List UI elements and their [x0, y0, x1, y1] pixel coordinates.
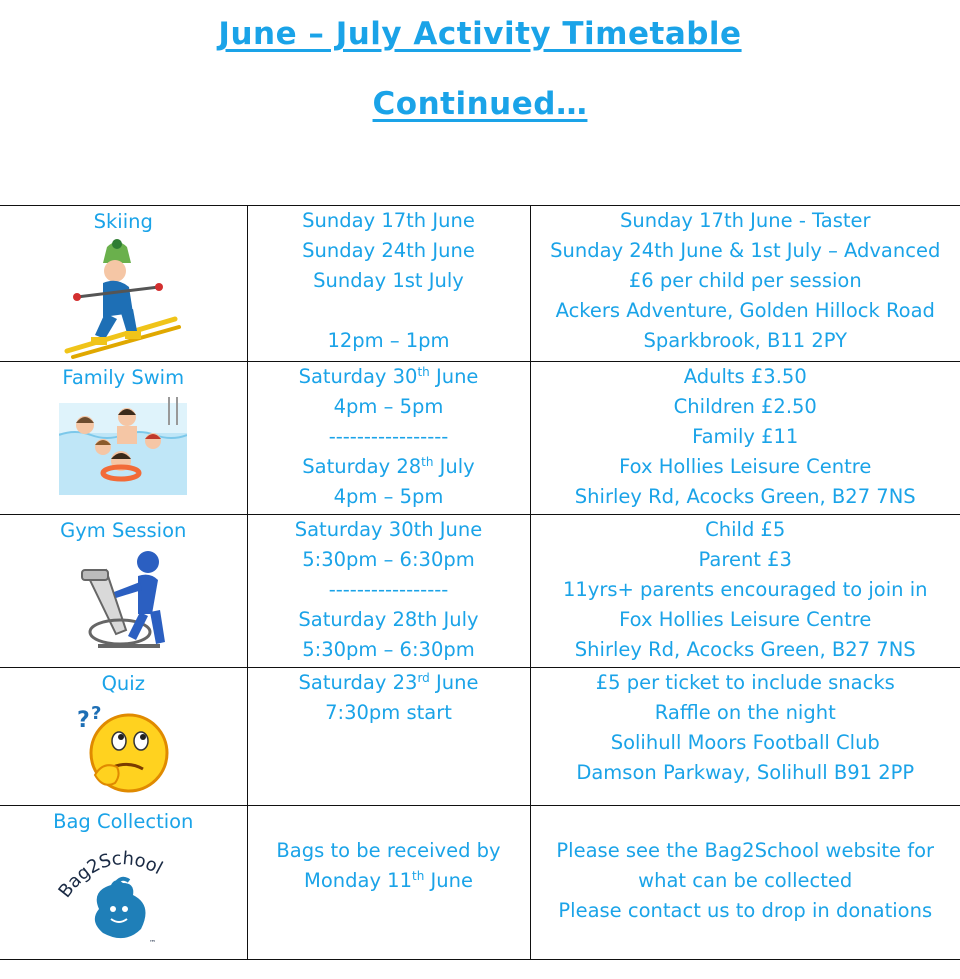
table-row: [0, 668, 960, 806]
table-row: [0, 362, 960, 515]
schedule-line: 7:30pm start: [325, 701, 452, 724]
schedule-line: 12pm – 1pm: [327, 329, 450, 352]
divider-line: -----------------: [328, 578, 449, 601]
details-line: Children £2.50: [673, 395, 817, 418]
gym-exercise-icon: [68, 548, 178, 660]
schedule-cell: [247, 362, 530, 515]
activity-name: Skiing: [93, 210, 153, 233]
page-subtitle: Continued…: [372, 86, 588, 122]
svg-text:™: ™: [149, 939, 157, 947]
details-line: Please see the Bag2School website for: [556, 839, 935, 862]
schedule-line: 4pm – 5pm: [333, 395, 444, 418]
activity-cell: [0, 206, 247, 362]
schedule-line: Saturday 30th June: [294, 518, 483, 541]
details-line: 11yrs+ parents encouraged to join in: [562, 578, 928, 601]
details-cell: [530, 668, 960, 806]
schedule-line: Saturday 23rd June: [298, 671, 479, 694]
activity-name: Quiz: [101, 672, 145, 695]
details-line: Solihull Moors Football Club: [610, 731, 880, 754]
schedule-cell: [247, 806, 530, 960]
activity-cell: [0, 668, 247, 806]
divider-line: -----------------: [328, 425, 449, 448]
schedule-line: [248, 296, 530, 326]
schedule-line: Sunday 17th June: [302, 209, 475, 232]
skier-icon: [63, 239, 183, 361]
details-line: Family £11: [692, 425, 799, 448]
details-line: Sunday 24th June & 1st July – Advanced: [550, 239, 941, 262]
schedule-line: [248, 806, 530, 836]
details-line: Damson Parkway, Solihull B91 2PP: [576, 761, 915, 784]
page-title: June – July Activity Timetable: [218, 16, 742, 52]
activity-timetable: [0, 205, 960, 960]
details-cell: [530, 515, 960, 668]
details-line: £6 per child per session: [628, 269, 862, 292]
activity-cell: [0, 515, 247, 668]
activity-name: Bag Collection: [53, 810, 194, 833]
details-line: Raffle on the night: [654, 701, 836, 724]
schedule-cell: [247, 206, 530, 362]
schedule-line: Saturday 28th July: [302, 455, 475, 478]
schedule-block: [248, 668, 530, 728]
thinking-face-icon: [73, 701, 173, 799]
details-line: Adults £3.50: [683, 365, 807, 388]
svg-text:?: ?: [91, 703, 102, 724]
details-line: Parent £3: [698, 548, 792, 571]
details-line: Child £5: [705, 518, 786, 541]
schedule-line: Saturday 30th June: [298, 365, 479, 388]
details-cell: [530, 206, 960, 362]
table-row: [0, 206, 960, 362]
activity-cell: [0, 806, 247, 960]
activity-name: Gym Session: [60, 519, 187, 542]
details-line: Sunday 17th June - Taster: [619, 209, 871, 232]
schedule-cell: [247, 668, 530, 806]
schedule-line: Saturday 28th July: [298, 608, 479, 631]
bag2school-logo-icon: [53, 839, 193, 951]
schedule-line: Bags to be received by: [276, 839, 501, 862]
details-line: Shirley Rd, Acocks Green, B27 7NS: [574, 485, 916, 508]
schedule-line: Sunday 1st July: [313, 269, 464, 292]
schedule-cell: [247, 515, 530, 668]
details-line: Shirley Rd, Acocks Green, B27 7NS: [574, 638, 916, 661]
details-line: Fox Hollies Leisure Centre: [619, 608, 872, 631]
schedule-line: Sunday 24th June: [302, 239, 475, 262]
details-line: Fox Hollies Leisure Centre: [619, 455, 872, 478]
schedule-line: 4pm – 5pm: [333, 485, 444, 508]
details-line: £5 per ticket to include snacks: [595, 671, 895, 694]
activity-cell: [0, 362, 247, 515]
schedule-line: Monday 11th June: [304, 869, 473, 892]
details-line: Ackers Adventure, Golden Hillock Road: [555, 299, 935, 322]
details-line: Sparkbrook, B11 2PY: [643, 329, 848, 352]
activity-name: Family Swim: [62, 366, 185, 389]
details-line: Please contact us to drop in donations: [558, 899, 933, 922]
details-line: what can be collected: [638, 869, 853, 892]
table-row: [0, 515, 960, 668]
schedule-line: 5:30pm – 6:30pm: [302, 548, 475, 571]
details-line: [531, 806, 960, 836]
table-row: [0, 806, 960, 960]
details-cell: [530, 806, 960, 960]
schedule-line: 5:30pm – 6:30pm: [302, 638, 475, 661]
svg-text:?: ?: [77, 708, 91, 733]
details-cell: [530, 362, 960, 515]
svg-text:Bag2School: Bag2School: [54, 848, 167, 902]
family-swim-icon: [59, 395, 187, 495]
